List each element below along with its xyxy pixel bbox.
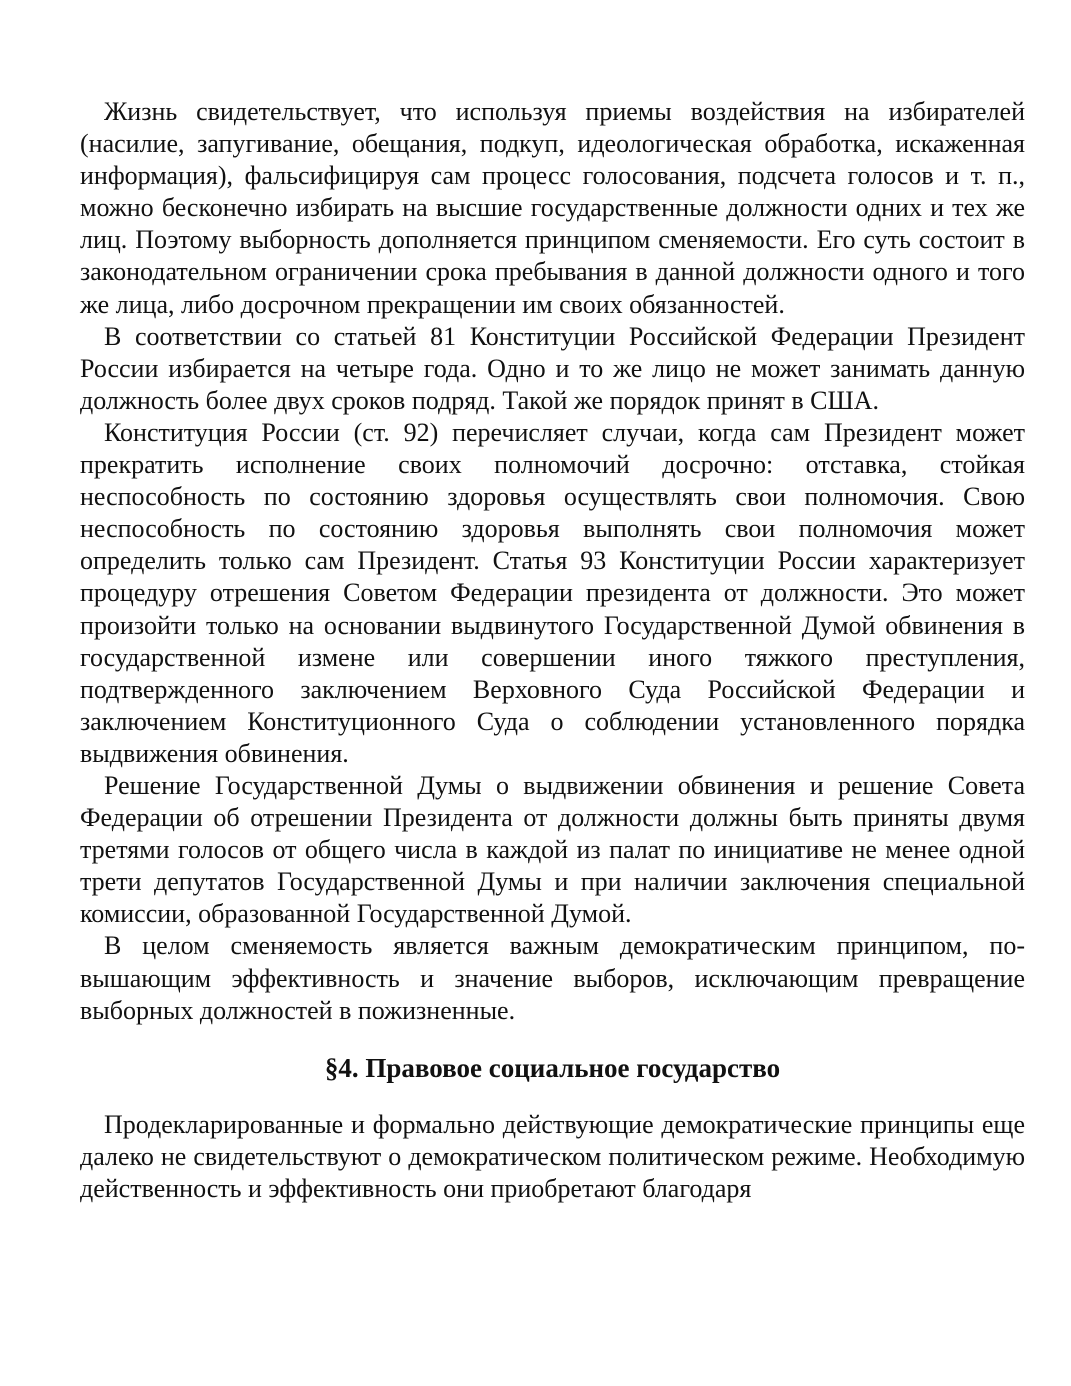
paragraph-rotation-principle: В целом сменяемость является важным демократическим принципом, повышающим эффективность и значение выборов, исключающим превращение выборных должностей в пожизненные. xyxy=(80,931,1025,1025)
document-page xyxy=(80,96,1025,1205)
paragraph-article-92-93: Конституция России (ст. 92) перечисляет случаи, когда сам Президент может прекратить исполнение своих полномочий досрочно: отставка, стойкая неспособность по состоянию здоровья осуществлять свои полномочия. Свою неспособность по состоянию здоровья выполнять свои полномочия может определить только сам Президент. Статья 93 Конституции России характеризует процедуру отрешения Советом Федерации президента от должности. Это может произойти только на основании выдвинутого Государственной Думой обвинения в государственной измене или совершении иного тяжкого преступления, подтвержденного заключением Верховного Суда Российской Федерации и заключением Конституционного Суда о соблюдении установленного порядка выдвижения обвинения. xyxy=(80,417,1025,768)
paragraph-duma-decision: Решение Государственной Думы о выдвижении обвинения и решение Совета Федерации об отрешении Президента от должности должны быть приняты двумя третями голосов от общего числа в каждой из палат по инициативе не менее одной трети депутатов Государственной Думы и при наличии заключения специальной комиссии, образованной Государственной Думой. xyxy=(80,770,1025,929)
paragraph-article-81: В соответствии со статьей 81 Конституции Российской Федерации Президент России избирается на четыре года. Одно и то же лицо не может занимать данную должность более двух сроков подряд. Такой же порядок принят в США. xyxy=(80,321,1025,415)
paragraph-democratic-principles: Продекларированные и формально действующие демократические принципы еще далеко не свидетельствуют о демократическом политическом режиме. Необходимую действенность и эффективность они приобретают благодаря xyxy=(80,1109,1025,1203)
section-heading: §4. Правовое социальное государство xyxy=(324,1052,781,1083)
paragraph-elections-manipulation: Жизнь свидетельствует, что используя приемы воздействия на избирателей (насилие, запугивание, обещания, подкуп, идеологическая обработка, искаженная информация), фальсифицируя сам процесс голосования, подсчета голосов и т. п., можно бесконечно избирать на высшие государственные должности одних и тех же лиц. Поэтому выборность дополняется принципом сменяемости. Его суть состоит в законодательном ограничении срока пребывания в данной должности одного и того же лица, либо досрочном прекращении им своих обязанностей. xyxy=(80,97,1025,319)
